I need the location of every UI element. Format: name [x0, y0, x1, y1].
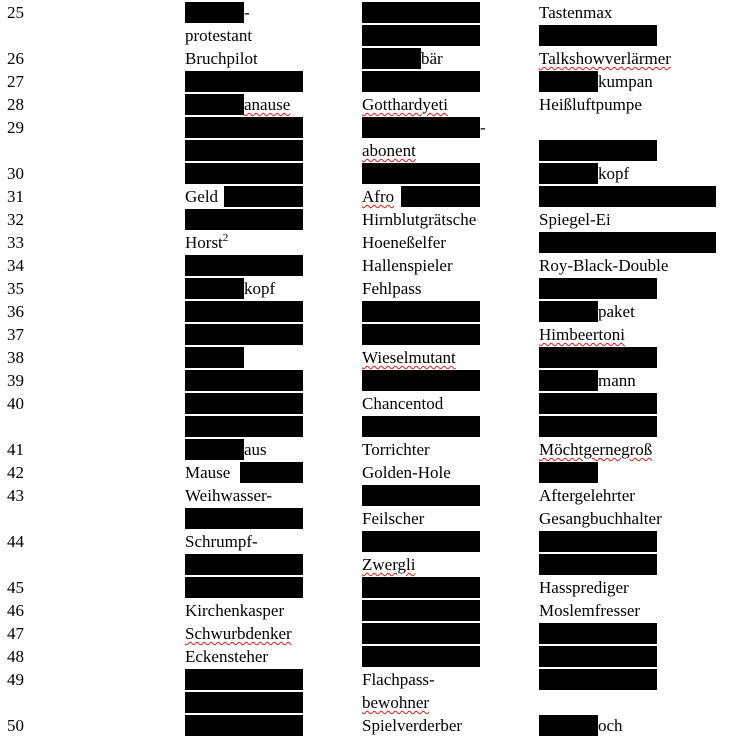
redaction-bar	[539, 669, 657, 690]
col1-r46-entry: Kirchenkasper	[185, 601, 285, 620]
col3-r50-suffix: och	[598, 716, 623, 735]
col1-r42-prefix: Mause	[185, 463, 231, 482]
redaction-bar	[185, 209, 303, 230]
col2-r43-second: Feilscher	[362, 509, 425, 528]
redaction-bar	[539, 393, 657, 414]
col1-r28-suffix: anause	[244, 95, 291, 114]
redaction-bar	[362, 2, 480, 23]
col2-r28-entry: Gotthardyeti	[362, 95, 448, 114]
col3-r26-entry: Talkshowverlärmer	[539, 49, 671, 68]
redaction-bar	[240, 462, 303, 483]
redaction-bar	[539, 301, 598, 322]
col3-r27-suffix: kumpan	[598, 72, 653, 91]
row-number: 25	[7, 3, 24, 22]
col2-r42-entry: Golden-Hole	[362, 463, 451, 482]
redaction-bar	[185, 439, 244, 460]
col1-r25-continuation: protestant	[185, 26, 253, 45]
redaction-bar	[539, 531, 657, 552]
col1-r33-entry	[185, 232, 228, 253]
redaction-bar	[539, 554, 657, 575]
col1-r47-entry: Schwurbdenker	[185, 624, 292, 643]
col1-r33-text: Horst	[185, 233, 223, 252]
redaction-bar	[362, 301, 480, 322]
col2-r44-second: Zwergli	[362, 555, 416, 574]
col2-r29-continuation: abonent	[362, 141, 416, 160]
col2-r50-entry: Spielverderber	[362, 716, 463, 735]
col2-r49-line1: Flachpass-	[362, 670, 435, 689]
col3-r28-entry: Heißluftpumpe	[539, 95, 642, 114]
row-number: 30	[7, 164, 24, 183]
redaction-bar	[185, 554, 303, 575]
col3-r43-entry: Aftergelehrter	[539, 486, 635, 505]
col3-r25-entry: Tastenmax	[539, 3, 613, 22]
col3-r32-entry: Spiegel-Ei	[539, 210, 611, 229]
redaction-bar	[539, 163, 598, 184]
row-number: 36	[7, 302, 24, 321]
col2-r33-entry: Hoeneßelfer	[362, 233, 447, 252]
row-number: 49	[7, 670, 24, 689]
redaction-bar	[539, 623, 657, 644]
row-number: 37	[7, 325, 24, 344]
redaction-bar	[362, 600, 480, 621]
redaction-bar	[362, 25, 480, 46]
redaction-bar	[185, 508, 303, 529]
redaction-bar	[362, 117, 480, 138]
col2-r34-entry: Hallenspieler	[362, 256, 453, 275]
col3-r46-entry: Moslemfresser	[539, 601, 641, 620]
col2-r38-entry: Wieselmutant	[362, 348, 456, 367]
row-number: 50	[7, 716, 24, 735]
row-number: 34	[7, 256, 24, 275]
redaction-bar	[362, 416, 480, 437]
redaction-bar	[362, 48, 421, 69]
redaction-bar	[362, 71, 480, 92]
row-number: 29	[7, 118, 24, 137]
redaction-bar	[539, 278, 657, 299]
row-number: 46	[7, 601, 24, 620]
col1-r48-entry: Eckensteher	[185, 647, 269, 666]
redaction-bar	[185, 255, 303, 276]
col1-r26-entry: Bruchpilot	[185, 49, 258, 68]
redaction-bar	[539, 462, 598, 483]
redaction-bar	[185, 393, 303, 414]
row-number: 27	[7, 72, 24, 91]
col3-r45-entry: Hassprediger	[539, 578, 629, 597]
col1-r33-superscript: 2	[222, 232, 229, 244]
redaction-bar	[401, 186, 480, 207]
row-number: 38	[7, 348, 24, 367]
redaction-bar	[185, 669, 303, 690]
col2-r49-line2: bewohner	[362, 693, 430, 712]
redaction-bar	[362, 485, 480, 506]
row-number: 39	[7, 371, 24, 390]
redaction-bar	[539, 186, 716, 207]
redaction-bar	[185, 577, 303, 598]
row-number: 35	[7, 279, 24, 298]
col1-r25-suffix: -	[244, 3, 250, 22]
redaction-bar	[185, 301, 303, 322]
row-number: 33	[7, 233, 24, 252]
redaction-bar	[539, 71, 598, 92]
col2-r35-entry: Fehlpass	[362, 279, 422, 298]
col1-r44-entry: Schrumpf-	[185, 532, 258, 551]
redaction-bar	[362, 324, 480, 345]
col2-r26-suffix: bär	[421, 49, 443, 68]
row-number: 32	[7, 210, 24, 229]
row-number: 41	[7, 440, 24, 459]
row-number: 31	[7, 187, 24, 206]
redaction-bar	[362, 531, 480, 552]
col2-r29-suffix: -	[480, 118, 486, 137]
col2-r40-entry: Chancentod	[362, 394, 444, 413]
redaction-bar	[362, 623, 480, 644]
redaction-bar	[185, 117, 303, 138]
col3-r37-entry: Himbeertoni	[539, 325, 625, 344]
redaction-bar	[362, 577, 480, 598]
redaction-bar	[362, 646, 480, 667]
col1-r31-prefix: Geld	[185, 187, 219, 206]
redaction-bar	[539, 25, 657, 46]
col3-r34-entry: Roy-Black-Double	[539, 256, 669, 275]
col1-r43-entry: Weihwasser-	[185, 486, 273, 505]
redaction-bar	[362, 370, 480, 391]
redaction-bar	[539, 370, 598, 391]
redaction-bar	[539, 232, 716, 253]
redaction-bar	[185, 71, 303, 92]
col1-r35-suffix: kopf	[244, 279, 276, 298]
redaction-bar	[185, 370, 303, 391]
redaction-bar	[539, 140, 657, 161]
redaction-bar	[539, 347, 657, 368]
redaction-bar	[362, 163, 480, 184]
col1-r41-suffix: aus	[244, 440, 267, 459]
col3-r30-suffix: kopf	[598, 164, 630, 183]
col3-r36-suffix: paket	[598, 302, 635, 321]
row-number: 44	[7, 532, 24, 551]
redaction-bar	[185, 163, 303, 184]
col3-r43-second: Gesangbuchhalter	[539, 509, 662, 528]
col3-r39-suffix: mann	[598, 371, 636, 390]
redaction-bar	[185, 94, 244, 115]
redaction-bar	[224, 186, 303, 207]
redaction-bar	[539, 416, 657, 437]
redaction-bar	[185, 692, 303, 713]
row-number: 45	[7, 578, 24, 597]
redaction-bar	[185, 324, 303, 345]
redaction-bar	[185, 2, 244, 23]
row-number: 40	[7, 394, 24, 413]
redaction-bar	[539, 715, 598, 736]
row-number: 26	[7, 49, 24, 68]
col3-r41-entry: Möchtgernegroß	[539, 440, 653, 459]
row-number: 42	[7, 463, 24, 482]
redaction-bar	[185, 416, 303, 437]
redaction-bar	[539, 646, 657, 667]
row-number: 43	[7, 486, 24, 505]
redaction-bar	[185, 715, 303, 736]
row-number: 28	[7, 95, 24, 114]
col2-r41-entry: Torrichter	[362, 440, 430, 459]
row-number: 47	[7, 624, 24, 643]
col2-r31-prefix: Afro	[362, 187, 395, 206]
redaction-bar	[185, 140, 303, 161]
redaction-bar	[185, 347, 244, 368]
row-number: 48	[7, 647, 24, 666]
col2-r32-entry: Hirnblutgrätsche	[362, 210, 477, 229]
redaction-bar	[185, 278, 244, 299]
